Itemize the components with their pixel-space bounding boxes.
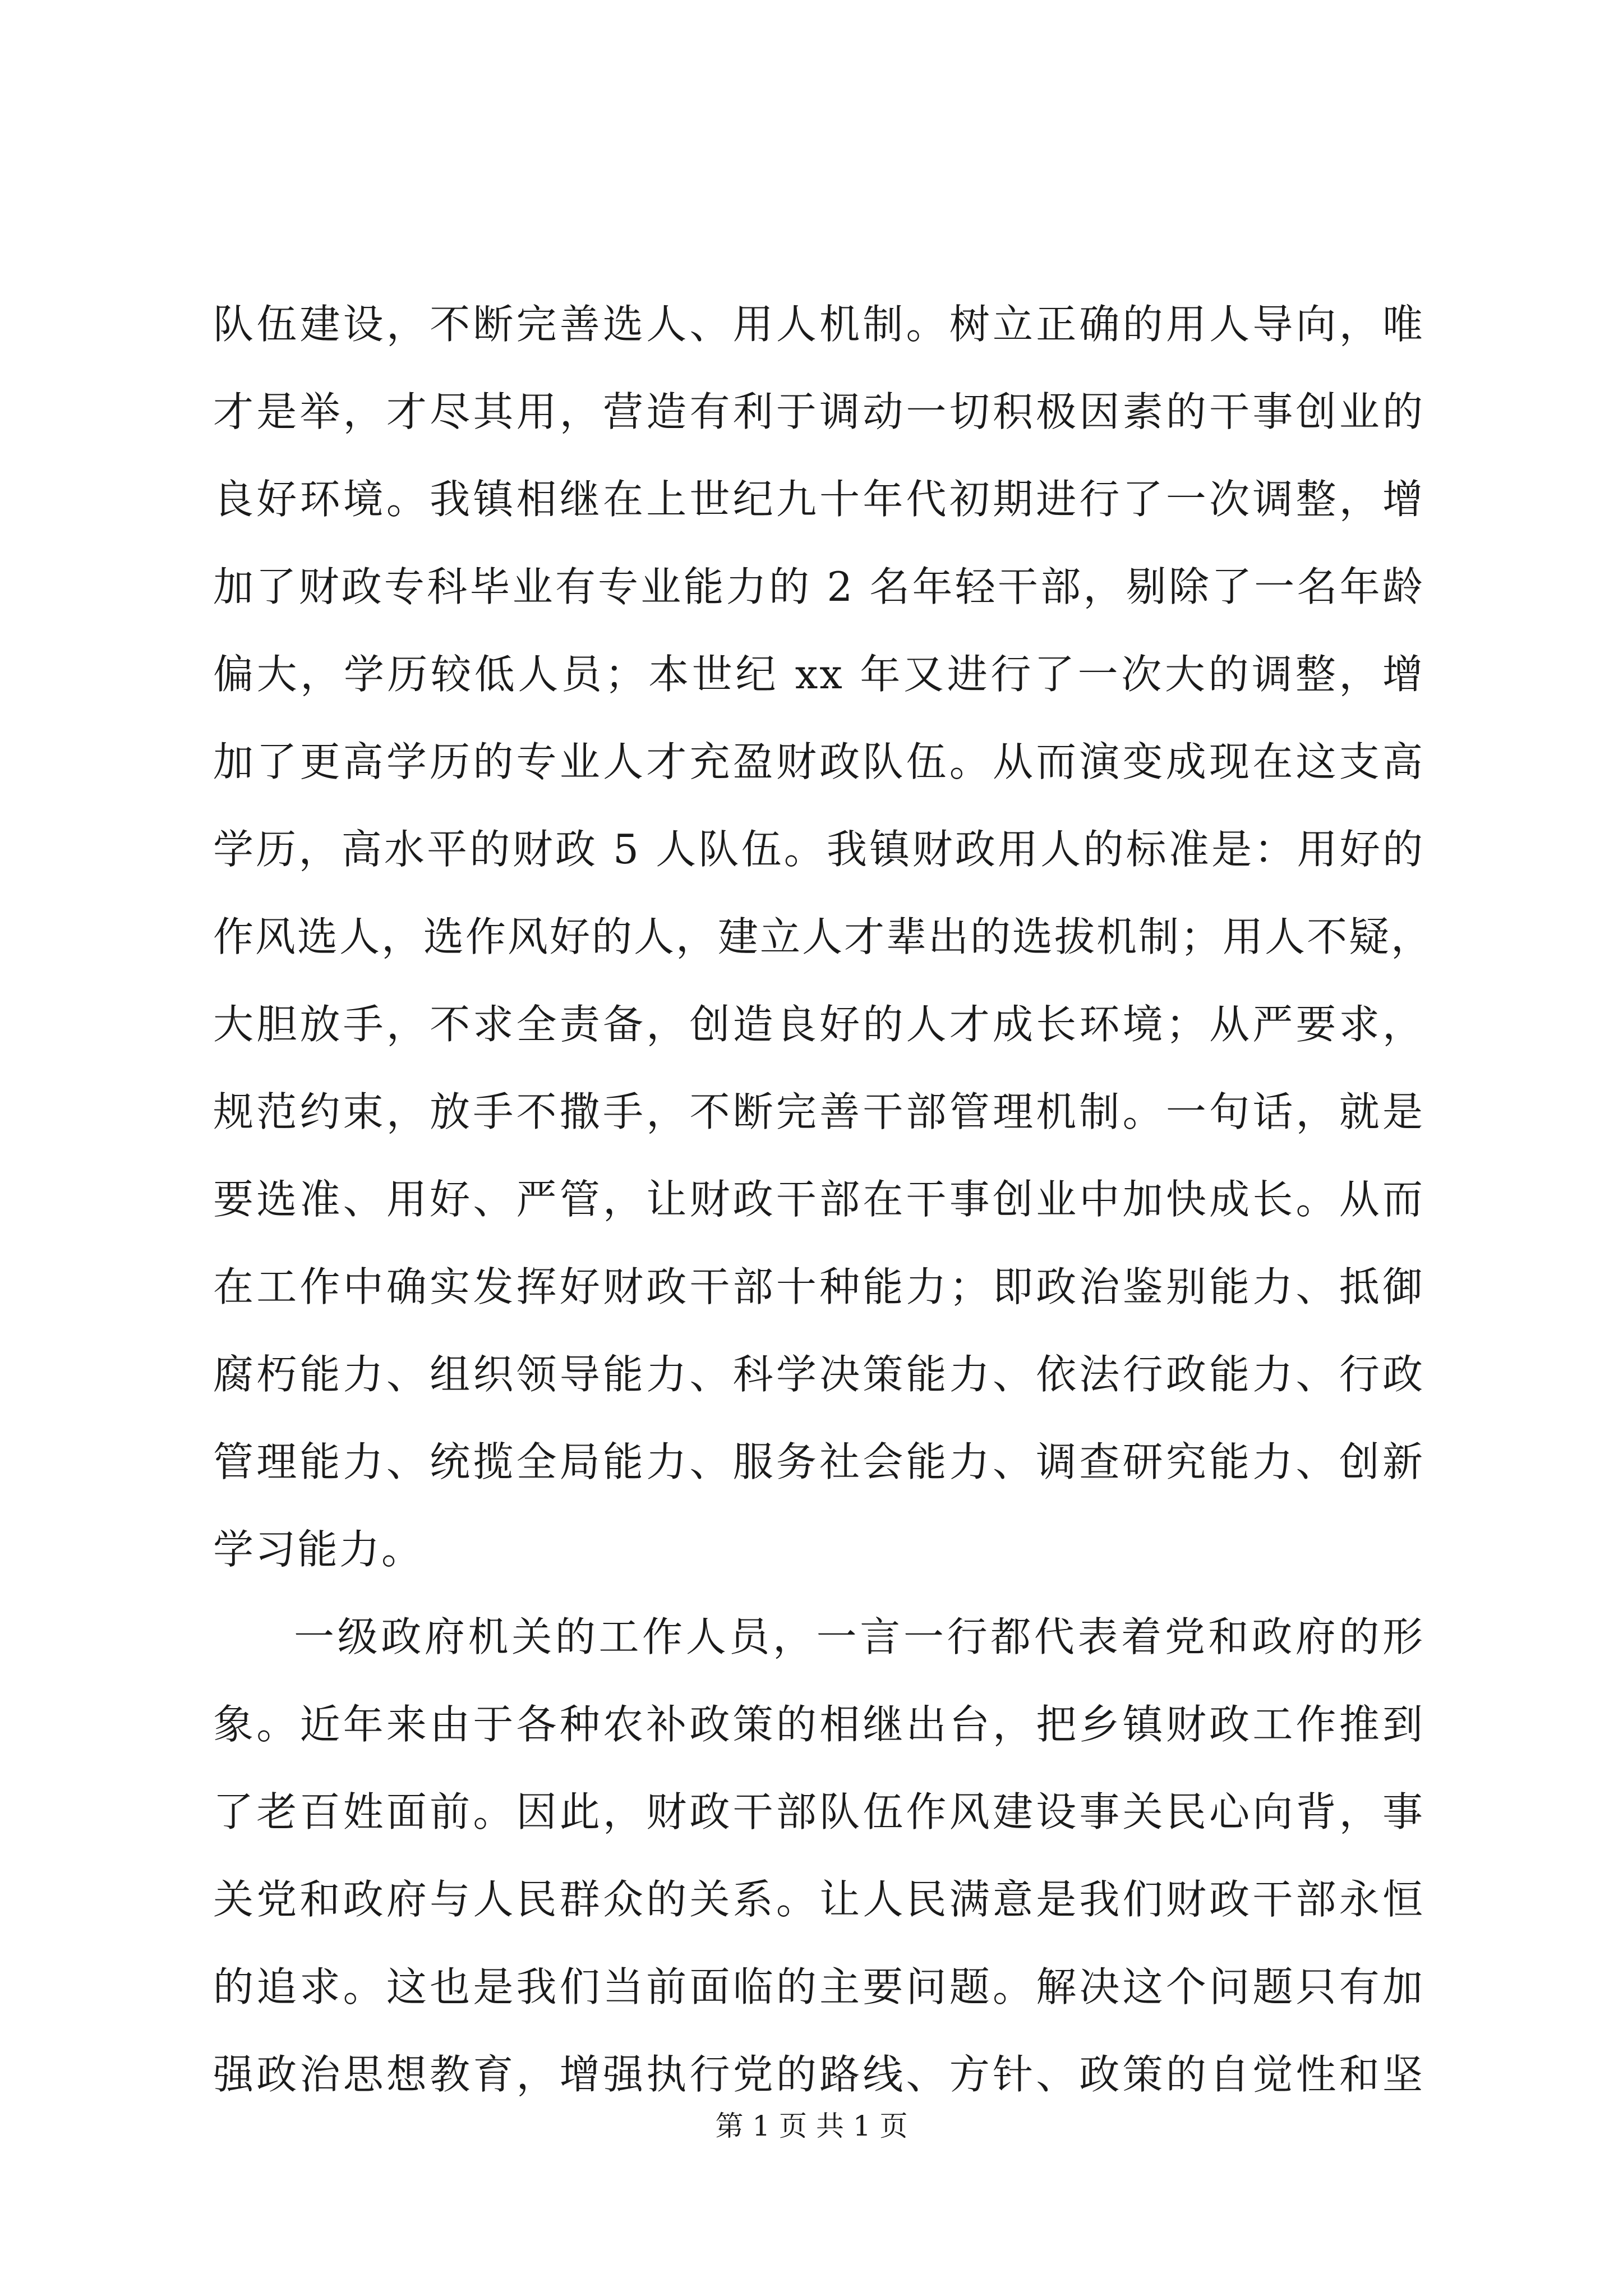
text-line: 偏大，学历较低人员；本世纪 xx 年又进行了一次大的调整，增 [213,651,1424,698]
text-line: 大胆放手，不求全责备，创造良好的人才成长环境；从严要求， [213,1001,1424,1048]
text-line: 加了更高学历的专业人才充盈财政队伍。从而演变成现在这支高 [213,738,1424,785]
text-line: 的追求。这也是我们当前面临的主要问题。解决这个问题只有加 [213,1963,1424,2010]
text-line: 象。近年来由于各种农补政策的相继出台，把乡镇财政工作推到 [213,1701,1424,1748]
text-line: 腐朽能力、组织领导能力、科学决策能力、依法行政能力、行政 [213,1351,1424,1398]
text-line: 才是举，才尽其用，营造有利于调动一切积极因素的干事创业的 [213,388,1424,435]
paragraph-2 [213,1593,1424,2118]
text-line: 在工作中确实发挥好财政干部十种能力；即政治鉴别能力、抵御 [213,1263,1424,1310]
text-line: 一级政府机关的工作人员，一言一行都代表着党和政府的形 [294,1613,1424,1660]
text-line: 强政治思想教育，增强执行党的路线、方针、政策的自觉性和坚 [213,2051,1424,2098]
text-line: 要选准、用好、严管，让财政干部在干事创业中加快成长。从而 [213,1176,1424,1223]
text-line: 规范约束，放手不撒手，不断完善干部管理机制。一句话，就是 [213,1088,1424,1135]
paragraph-1 [213,280,1433,1593]
text-line: 良好环境。我镇相继在上世纪九十年代初期进行了一次调整，增 [213,476,1424,523]
document-body [213,280,1433,2118]
text-line: 作风选人，选作风好的人，建立人才辈出的选拔机制；用人不疑， [213,913,1433,960]
text-line: 学习能力。 [213,1526,424,1573]
text-line: 管理能力、统揽全局能力、服务社会能力、调查研究能力、创新 [213,1438,1424,1485]
text-line: 学历，高水平的财政 5 人队伍。我镇财政用人的标准是：用好的 [213,826,1424,873]
text-line: 加了财政专科毕业有专业能力的 2 名年轻干部，剔除了一名年龄 [213,563,1424,610]
text-line: 了老百姓面前。因此，财政干部队伍作风建设事关民心向背，事 [213,1788,1424,1835]
text-line: 关党和政府与人民群众的关系。让人民满意是我们财政干部永恒 [213,1876,1424,1923]
page-number-footer: 第 1 页 共 1 页 [715,2110,908,2142]
text-line: 队伍建设，不断完善选人、用人机制。树立正确的用人导向，唯 [213,301,1424,348]
